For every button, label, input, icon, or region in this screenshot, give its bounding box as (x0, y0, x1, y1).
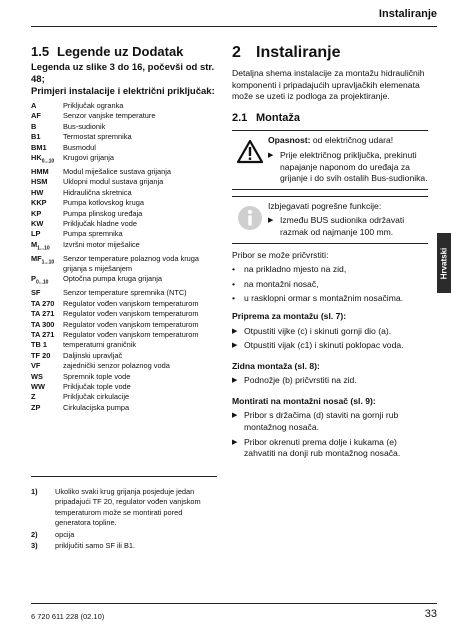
legend-value: Spremnik tople vode (63, 371, 131, 381)
legend-row (31, 122, 217, 132)
info-bullet-text: Između BUS sudionika održavati razmak od najmanje 100 mm. (280, 215, 405, 237)
legend-key-text: KKP (31, 198, 47, 208)
legend-value: Izvršni motor miješalice (63, 239, 140, 249)
legend-value: Busmodul (63, 142, 96, 152)
legend-subtitle-2: Primjeri instalacije i električni priključak: (31, 86, 215, 97)
section-title: Legende uz Dodatak (57, 44, 184, 59)
legend-row (31, 101, 217, 111)
legend-value: Regulator vođen vanjskom temperaturom (63, 329, 199, 339)
legend-key-subscript: 1...10 (41, 259, 55, 266)
legend-key-text: P (31, 274, 36, 284)
legend-value: Regulator vođen vanjskom temperaturom (63, 309, 199, 319)
legend-key (31, 340, 63, 350)
legend-key (31, 122, 63, 132)
legend-key (31, 372, 63, 382)
bullet-dot-icon: • (232, 264, 236, 275)
legend-key-subscript: 0...10 (35, 279, 49, 286)
legend-row (31, 330, 217, 340)
step-text: Podnožje (b) pričvrstiti na zid. (244, 375, 357, 386)
legend-key-text: MF (31, 253, 42, 263)
legend-key-text: TA 300 (31, 319, 55, 329)
legend-value: Senzor temperature polaznog voda kruga grijanja s miješanjem (63, 253, 199, 274)
step-item (232, 437, 428, 460)
warning-bullet-text: Prije električnog priključka, prekinuti napajanje naponom do uređaja za grijanje i do svih ostalih Bus-sudionika. (280, 149, 428, 184)
warning-bullet: ▶ Prije električnog priključka, prekinuti napajanje naponom do uređaja za grijanje i do svih ostalih Bus-sudionika. (268, 149, 428, 184)
legend-key-subscript: 1...10 (37, 245, 50, 252)
warning-label: Opasnost: (268, 135, 311, 146)
legend-key (31, 309, 63, 319)
legend-key-text: BM1 (31, 142, 47, 152)
info-box (232, 197, 428, 243)
legend-row (31, 143, 217, 153)
legend-key-text: KP (31, 208, 42, 218)
legend-key-text: HMM (31, 166, 49, 176)
footnote-rule (31, 476, 217, 477)
legend-key (31, 254, 63, 275)
legend-row (31, 132, 217, 142)
legend-key-text: VF (31, 361, 41, 371)
info-bullet: ▶ Između BUS sudionika održavati razmak od najmanje 100 mm. (268, 215, 428, 238)
legend-key (31, 229, 63, 239)
legend-key (31, 274, 63, 288)
legend-value: Daljinski upravljač (63, 350, 123, 360)
legend-section-heading (31, 44, 217, 59)
legend-value: Priključak hladne vode (63, 218, 137, 228)
chapter-number: 2 (232, 44, 241, 61)
legend-value: Regulator vođen vanjskom temperaturom (63, 319, 199, 329)
legend-key (31, 382, 63, 392)
legend-key (31, 111, 63, 121)
footnote-text: Ukoliko svaki krug grijanja posjeduje jedan pripadajući TF 20, regulator vođen vanjskom temperaturom može se montirati pored generatora topline. (55, 487, 201, 528)
rail-title: Montirati na montažni nosač (sl. 9): (232, 395, 376, 406)
legend-key (31, 153, 63, 167)
legend-value: Termostat spremnika (63, 132, 132, 142)
legend-key (31, 167, 63, 177)
footnotes (31, 487, 217, 552)
section-number: 1.5 (31, 44, 50, 59)
step-text: Pribor s držačima (d) staviti na gornji rub montažnog nosača. (244, 410, 399, 433)
legend-key-text: B1 (31, 132, 41, 142)
chapter-title: Instaliranje (256, 44, 341, 61)
legend-value: Pumpa spremnika (63, 229, 123, 239)
legend-value: Senzor vanjske temperature (63, 111, 156, 121)
legend-row (31, 320, 217, 330)
legend-key (31, 299, 63, 309)
legend-key (31, 219, 63, 229)
step-arrow-icon: ▶ (232, 412, 238, 420)
info-icon (232, 201, 268, 239)
legend-row (31, 240, 217, 254)
legend-value: Krugovi grijanja (63, 153, 114, 163)
legend-value: Bus-sudionik (63, 121, 106, 131)
legend-key-text: HSM (31, 177, 48, 187)
page-number: 33 (424, 608, 437, 620)
mount-option-text: na prikladno mjesto na zid, (244, 264, 347, 275)
legend-key-text: WW (31, 381, 45, 391)
legend-value: Priključak ogranka (63, 101, 124, 110)
mount-option (232, 264, 428, 276)
legend-row (31, 372, 217, 382)
legend-key-text: A (31, 101, 37, 110)
legend-row (31, 188, 217, 198)
legend-value: Priključak cirkulacije (63, 392, 130, 402)
legend-row (31, 392, 217, 402)
legend-key-text: M (31, 239, 38, 249)
legend-key (31, 177, 63, 187)
legend-key (31, 198, 63, 208)
bullet-dot-icon: • (232, 278, 236, 289)
chapter-heading (232, 44, 428, 62)
legend-key-text: B (31, 121, 37, 131)
legend-row (31, 288, 217, 298)
warning-icon (232, 135, 268, 184)
legend-row (31, 219, 217, 229)
legend-key-text: HK (31, 153, 42, 163)
legend-row (31, 351, 217, 361)
warning-box (232, 131, 428, 188)
legend-key (31, 351, 63, 361)
footnote-marker: 3) (31, 541, 38, 551)
install-column (232, 44, 428, 460)
legend-row (31, 111, 217, 121)
prep-steps-list (232, 326, 428, 352)
legend-key-text: WS (31, 371, 43, 381)
legend-row (31, 167, 217, 177)
legend-key-text: Z (31, 392, 36, 402)
step-arrow-icon: ▶ (232, 377, 238, 385)
step-arrow-icon: ▶ (232, 342, 238, 350)
mount-option (232, 293, 428, 305)
legend-value: Senzor temperature spremnika (NTC) (63, 288, 187, 298)
legend-row (31, 177, 217, 187)
footnote-marker: 2) (31, 529, 38, 539)
legend-subtitle-1: Legenda uz slike 3 do 16, počevši od str. 48; (31, 62, 215, 85)
legend-value: zajednički senzor polaznog voda (63, 361, 170, 371)
legend-key (31, 403, 63, 413)
legend-row (31, 254, 217, 275)
mount-option (232, 279, 428, 291)
info-bottom-rule (232, 243, 428, 244)
legend-key (31, 240, 63, 254)
legend-row (31, 153, 217, 167)
legend-value: Priključak tople vode (63, 381, 131, 391)
step-item (232, 375, 428, 387)
legend-key-text: HW (31, 187, 44, 197)
legend-key-text: LP (31, 229, 41, 239)
legend-key (31, 330, 63, 340)
legend-key (31, 132, 63, 142)
wall-title: Zidna montaža (sl. 8): (232, 360, 320, 371)
info-text: Izbjegavati pogrešne funkcije: (268, 200, 382, 211)
legend-value: Hidraulična skretnica (63, 187, 132, 197)
legend-key (31, 361, 63, 371)
legend-key-text: AF (31, 111, 41, 121)
legend-row (31, 299, 217, 309)
footnote-text: priključiti samo SF ili B1. (55, 541, 136, 551)
footnote-marker: 1) (31, 487, 38, 496)
legend-key-text: TA 270 (31, 298, 55, 308)
footnote (31, 487, 217, 529)
step-text: Otpustiti vijak (c1) i skinuti poklopac voda. (244, 340, 404, 351)
chapter-intro: Detaljna shema instalacije za montažu hidrauličnih komponenti i pripadajućih upravljačkih elemenata može se uzeti iz podloga za projektiranje. (232, 68, 425, 102)
legend-key-text: TA 271 (31, 309, 55, 319)
footer-rule (31, 603, 437, 604)
legend-value: temperaturni graničnik (63, 340, 137, 350)
mount-option-text: u rasklopni ormar s montažnim nosačima. (244, 293, 404, 304)
legend-value: Uklopni modul sustava grijanja (63, 177, 164, 187)
legend-row (31, 309, 217, 319)
running-header-title: Instaliranje (378, 8, 437, 20)
step-text: Pribor okrenuti prema dolje i kukama (e) zahvatiti na donji rub montažnog nosača. (244, 436, 401, 459)
header-rule (31, 26, 437, 27)
legend-key (31, 101, 63, 111)
legend-key-text: TA 271 (31, 329, 55, 339)
mount-options-list (232, 264, 428, 305)
legend-value: Pumpa plinskog uređaja (63, 208, 143, 218)
wall-steps-list (232, 375, 428, 387)
prep-title: Priprema za montažu (sl. 7): (232, 310, 347, 321)
legend-key (31, 288, 63, 298)
legend-row (31, 209, 217, 219)
legend-key (31, 320, 63, 330)
legend-row (31, 403, 217, 413)
legend-key-subscript: 0...10 (41, 158, 55, 165)
legend-key (31, 392, 63, 402)
legend-key-text: SF (31, 288, 41, 298)
footnote-text: opcija (55, 529, 75, 539)
legend-value: Cirkulacijska pumpa (63, 402, 130, 412)
legend-list (31, 101, 217, 413)
legend-key-text: KW (31, 218, 44, 228)
document-number: 6 720 611 228 (02.10) (31, 612, 105, 621)
legend-row (31, 198, 217, 208)
step-item (232, 340, 428, 352)
legend-value: Modul miješalice sustava grijanja (63, 166, 172, 176)
legend-value: Regulator vođen vanjskom temperaturom (63, 298, 199, 308)
warning-text: od električnog udara! (310, 135, 394, 146)
legend-key-text: TB 1 (31, 340, 48, 350)
step-arrow-icon: ▶ (232, 438, 238, 446)
legend-value: Pumpa kotlovskog kruga (63, 198, 144, 208)
step-arrow-icon: ▶ (232, 327, 238, 335)
legend-row (31, 382, 217, 392)
legend-value: Optočna pumpa kruga grijanja (63, 274, 163, 284)
mount-option-text: na montažni nosač, (244, 278, 319, 289)
footnote (31, 530, 217, 540)
language-tab-label: Hrvatski (439, 247, 449, 279)
legend-key-text: ZP (31, 402, 41, 412)
legend-key (31, 143, 63, 153)
legend-key-text: TF 20 (31, 350, 51, 360)
footnote (31, 541, 217, 551)
legend-key (31, 188, 63, 198)
subsection-number: 2.1 (232, 111, 248, 124)
legend-row (31, 274, 217, 288)
legend-row (31, 361, 217, 371)
bullet-dot-icon: • (232, 293, 236, 304)
legend-column (31, 44, 217, 413)
subsection-title: Montaža (256, 111, 300, 124)
step-item (232, 326, 428, 338)
legend-row (31, 229, 217, 239)
mount-intro: Pribor se može pričvrstiti: (232, 249, 329, 260)
rail-steps-list (232, 410, 428, 459)
language-tab (437, 233, 451, 293)
step-item (232, 410, 428, 433)
legend-key (31, 209, 63, 219)
legend-row (31, 340, 217, 350)
step-text: Otpustiti vijke (c) i skinuti gornji dio (a). (244, 325, 392, 336)
subsection-heading (232, 113, 428, 125)
